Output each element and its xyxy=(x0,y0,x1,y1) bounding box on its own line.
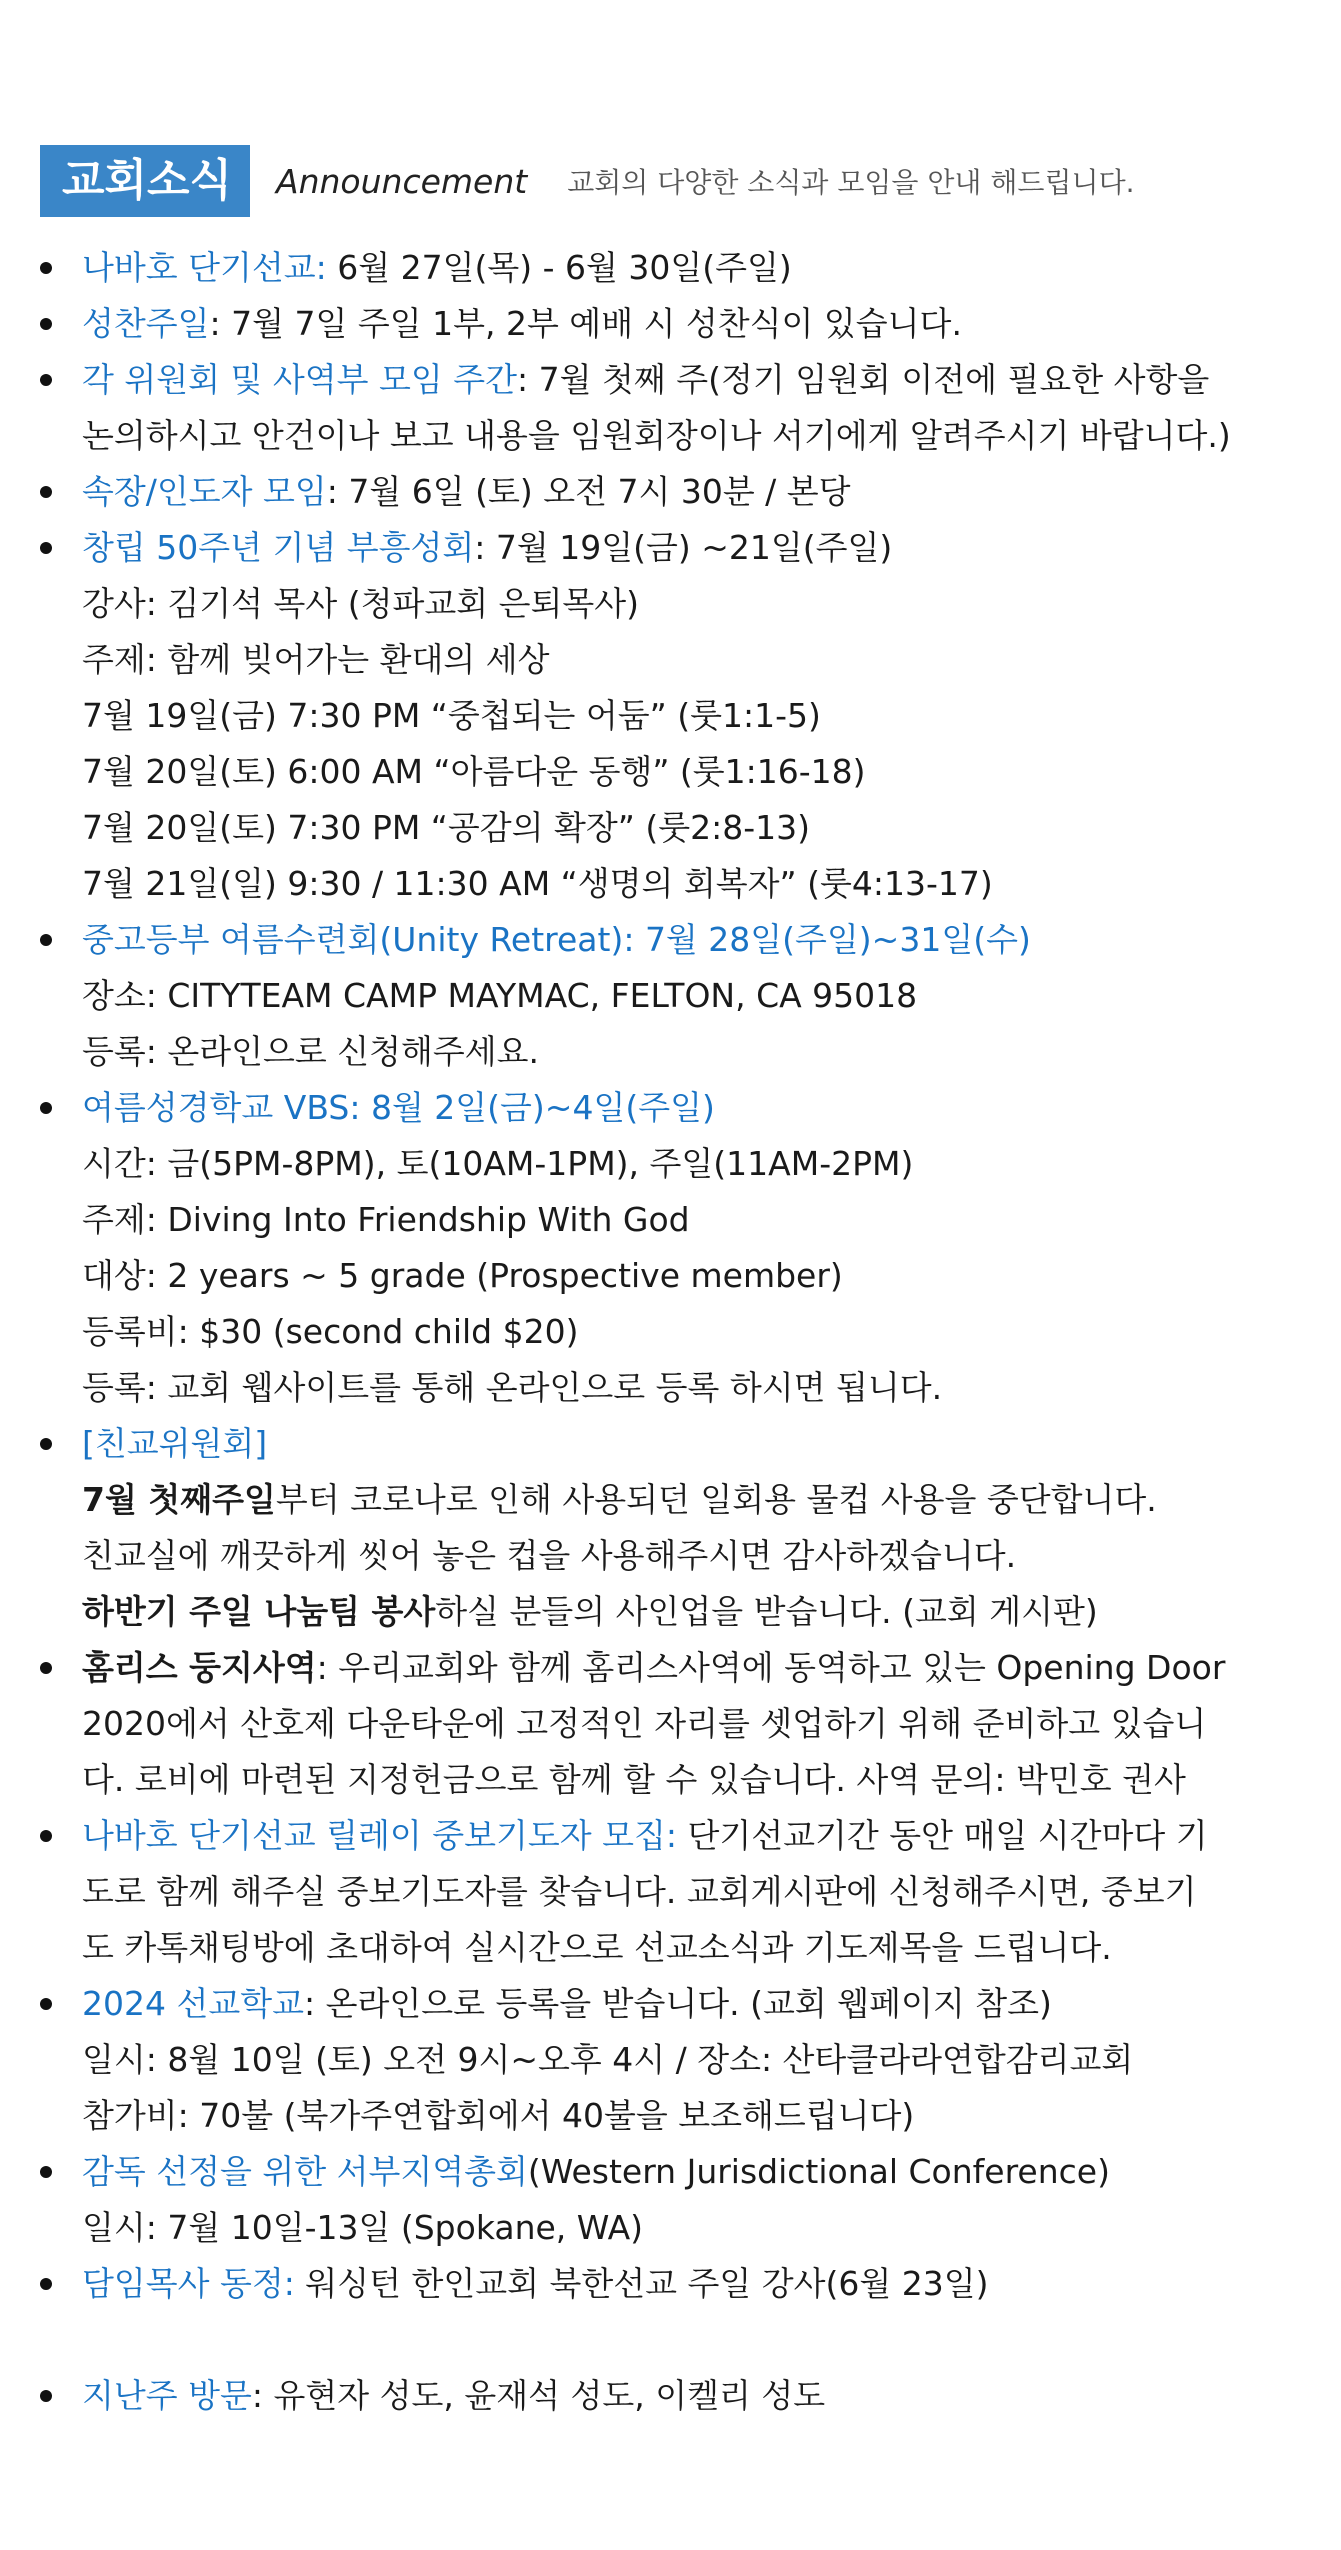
announcement-fellowship-committee xyxy=(40,1416,1330,1640)
item-line: 시간: 금(5PM-8PM), 토(10AM-1PM), 주일(11AM-2PM) xyxy=(82,1144,914,1183)
bullet-icon xyxy=(40,318,52,330)
item-heading: 담임목사 동정: xyxy=(82,2264,295,2303)
item-line: 논의하시고 안건이나 보고 내용을 임원회장이나 서기에게 알려주시기 바랍니다.) xyxy=(82,416,1231,455)
page-title: 교회소식 xyxy=(40,145,250,217)
item-line: 7월 21일(일) 9:30 / 11:30 AM “생명의 회복자” (룻4:13-17) xyxy=(82,864,993,903)
item-line: 도 카톡채팅방에 초대하여 실시간으로 선교소식과 기도제목을 드립니다. xyxy=(82,1928,1112,1967)
item-line: 일시: 8월 10일 (토) 오전 9시~오후 4시 / 장소: 산타클라라연합감리교회 xyxy=(82,2040,1134,2079)
item-text: : 온라인으로 등록을 받습니다. (교회 웹페이지 참조) xyxy=(303,1984,1052,2023)
item-line: 장소: CITYTEAM CAMP MAYMAC, FELTON, CA 95018 xyxy=(82,976,918,1015)
bullet-icon xyxy=(40,374,52,386)
item-line: 친교실에 깨끗하게 씻어 놓은 컵을 사용해주시면 감사하겠습니다. xyxy=(82,1536,1017,1575)
item-text: 6월 27일(목) - 6월 30일(주일) xyxy=(326,248,792,287)
item-heading: 성찬주일 xyxy=(82,304,210,343)
item-text: 부터 코로나로 인해 사용되던 일회용 물컵 사용을 중단합니다. xyxy=(275,1480,1157,1519)
page-title-english: Announcement xyxy=(276,161,528,201)
item-line: 등록: 온라인으로 신청해주세요. xyxy=(82,1032,540,1071)
page-subtitle: 교회의 다양한 소식과 모임을 안내 해드립니다. xyxy=(567,166,1135,199)
announcement-visitors xyxy=(40,2368,1330,2424)
item-line: 참가비: 70불 (북가주연합회에서 40불을 보조해드립니다) xyxy=(82,2096,915,2135)
announcement-navajo-mission xyxy=(40,240,1330,296)
item-heading: 2024 선교학교 xyxy=(82,1984,304,2023)
bullet-icon xyxy=(40,1830,52,1842)
bullet-icon xyxy=(40,934,52,946)
bullet-icon xyxy=(40,2278,52,2290)
announcement-pastor-news xyxy=(40,2256,1330,2312)
item-line: 2020에서 산호제 다운타운에 고정적인 자리를 셋업하기 위해 준비하고 있습니 xyxy=(82,1704,1207,1743)
item-heading: 중고등부 여름수련회(Unity Retreat): 7월 28일(주일)~31일(수) xyxy=(82,920,1031,959)
item-heading: 나바호 단기선교: xyxy=(82,248,327,287)
announcement-committee-week xyxy=(40,352,1330,464)
item-text: : 7월 19일(금) ~21일(주일) xyxy=(474,528,893,567)
item-line: 7월 20일(토) 7:30 PM “공감의 확장” (룻2:8-13) xyxy=(82,808,811,847)
item-line: 주제: Diving Into Friendship With God xyxy=(82,1200,690,1239)
announcement-youth-retreat xyxy=(40,912,1330,1080)
item-heading: 각 위원회 및 사역부 모임 주간 xyxy=(82,360,517,399)
item-text: : 우리교회와 함께 홈리스사역에 동역하고 있는 Opening Door xyxy=(316,1648,1226,1687)
item-line: 등록: 교회 웹사이트를 통해 온라인으로 등록 하시면 됩니다. xyxy=(82,1368,943,1407)
bullet-icon xyxy=(40,542,52,554)
item-text: (Western Jurisdictional Conference) xyxy=(527,2152,1110,2191)
item-line: 주제: 함께 빚어가는 환대의 세상 xyxy=(82,640,550,679)
list-spacer xyxy=(40,2312,1330,2368)
item-line: 도로 함께 해주실 중보기도자를 찾습니다. 교회게시판에 신청해주시면, 중보기 xyxy=(82,1872,1197,1911)
item-heading: 감독 선정을 위한 서부지역총회 xyxy=(82,2152,528,2191)
announcement-vbs xyxy=(40,1080,1330,1416)
item-line: 다. 로비에 마련된 지정헌금으로 함께 할 수 있습니다. 사역 문의: 박민호 권사 xyxy=(82,1760,1186,1799)
bullet-icon xyxy=(40,2390,52,2402)
item-text: : 7월 첫째 주(정기 임원회 이전에 필요한 사항을 xyxy=(517,360,1210,399)
bullet-icon xyxy=(40,262,52,274)
bullet-icon xyxy=(40,486,52,498)
bullet-icon xyxy=(40,2166,52,2178)
item-line: 7월 19일(금) 7:30 PM “중첩되는 어둠” (룻1:1-5) xyxy=(82,696,821,735)
announcement-mission-school xyxy=(40,1976,1330,2144)
item-text: : 7월 6일 (토) 오전 7시 30분 / 본당 xyxy=(326,472,851,511)
item-heading: 여름성경학교 VBS: 8월 2일(금)~4일(주일) xyxy=(82,1088,715,1127)
item-line: 등록비: $30 (second child $20) xyxy=(82,1312,579,1351)
item-text: 단기선교기간 동안 매일 시간마다 기 xyxy=(677,1816,1208,1855)
item-text: : 7월 7일 주일 1부, 2부 예배 시 성찬식이 있습니다. xyxy=(209,304,962,343)
announcement-revival xyxy=(40,520,1330,912)
item-text: 하실 분들의 사인업을 받습니다. (교회 게시판) xyxy=(435,1592,1098,1631)
item-line: 강사: 김기석 목사 (청파교회 은퇴목사) xyxy=(82,584,639,623)
item-heading: 지난주 방문 xyxy=(82,2376,252,2415)
announcement-homeless-ministry xyxy=(40,1640,1330,1808)
item-text: 워싱턴 한인교회 북한선교 주일 강사(6월 23일) xyxy=(294,2264,989,2303)
item-heading: 홈리스 둥지사역 xyxy=(82,1648,317,1687)
item-heading: [친교위원회] xyxy=(82,1424,268,1463)
bullet-icon xyxy=(40,1102,52,1114)
item-line: 대상: 2 years ~ 5 grade (Prospective member) xyxy=(82,1256,843,1295)
item-line: 일시: 7월 10일-13일 (Spokane, WA) xyxy=(82,2208,644,2247)
bullet-icon xyxy=(40,1438,52,1450)
announcement-prayer-relay xyxy=(40,1808,1330,1976)
announcement-jurisdictional-conference xyxy=(40,2144,1330,2256)
announcement-communion-sunday xyxy=(40,296,1330,352)
item-bold-text: 하반기 주일 나눔팀 봉사 xyxy=(82,1592,436,1631)
bullet-icon xyxy=(40,1662,52,1674)
item-heading: 속장/인도자 모임 xyxy=(82,472,327,511)
item-heading: 창립 50주년 기념 부흥성회 xyxy=(82,528,475,567)
item-bold-text: 7월 첫째주일 xyxy=(82,1480,276,1519)
item-text: : 유현자 성도, 윤재석 성도, 이켈리 성도 xyxy=(251,2376,826,2415)
item-heading: 나바호 단기선교 릴레이 중보기도자 모집: xyxy=(82,1816,678,1855)
bullet-icon xyxy=(40,1998,52,2010)
announcement-leaders-meeting xyxy=(40,464,1330,520)
page-header xyxy=(40,145,1135,217)
announcement-list xyxy=(40,240,1330,2424)
item-line: 7월 20일(토) 6:00 AM “아름다운 동행” (룻1:16-18) xyxy=(82,752,866,791)
